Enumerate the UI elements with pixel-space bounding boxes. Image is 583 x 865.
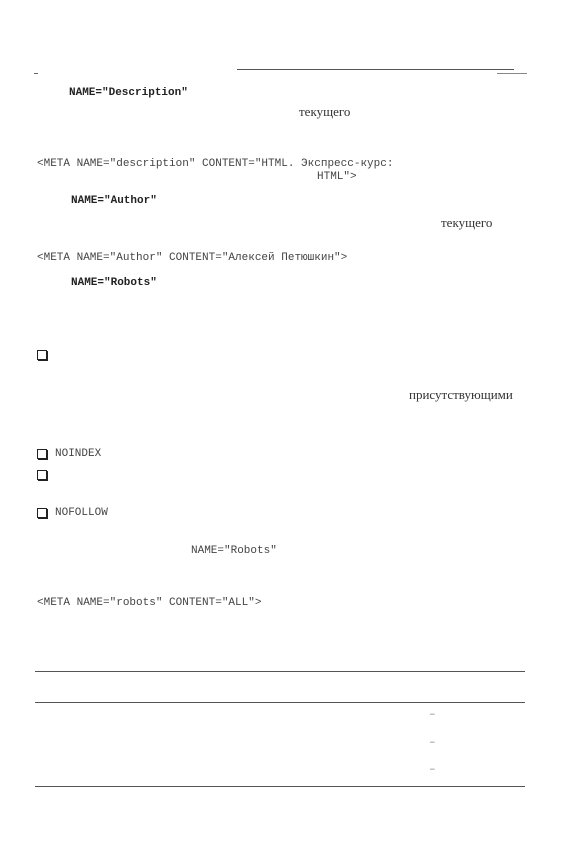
name-description-heading: NAME="Description" xyxy=(69,87,188,99)
header-rule xyxy=(237,69,514,70)
meta-description-code-line1: <META NAME="description" CONTENT="HTML. Экспресс-курс: xyxy=(37,158,394,170)
name-robots-heading: NAME="Robots" xyxy=(71,277,157,289)
name-robots-inline: NAME="Robots" xyxy=(191,545,277,557)
page-corner-mark xyxy=(34,73,38,74)
name-author-heading: NAME="Author" xyxy=(71,195,157,207)
table-row-mark: – xyxy=(429,764,436,776)
bullet-label-nofollow: NOFOLLOW xyxy=(55,507,108,519)
meta-description-code-line2: HTML"> xyxy=(317,171,357,183)
table-top-rule xyxy=(35,671,525,672)
bullet-checkbox-1 xyxy=(37,350,47,360)
meta-author-code: <META NAME="Author" CONTENT="Алексей Петюшкин"> xyxy=(37,252,348,264)
current-word-2: текущего xyxy=(441,215,493,230)
table-row-mark: – xyxy=(429,737,436,749)
bullet-checkbox-noindex xyxy=(37,449,47,459)
table-header-rule xyxy=(35,702,525,703)
current-word-1: текущего xyxy=(299,104,351,119)
meta-robots-code: <META NAME="robots" CONTENT="ALL"> xyxy=(37,597,262,609)
bullet-label-noindex: NOINDEX xyxy=(55,448,102,460)
present-word: присутствующими xyxy=(409,387,513,402)
bullet-checkbox-3 xyxy=(37,470,47,480)
table-bottom-rule xyxy=(35,786,525,787)
bullet-checkbox-nofollow xyxy=(37,508,47,518)
table-row-mark: – xyxy=(429,709,436,721)
header-rule-short xyxy=(497,73,527,74)
